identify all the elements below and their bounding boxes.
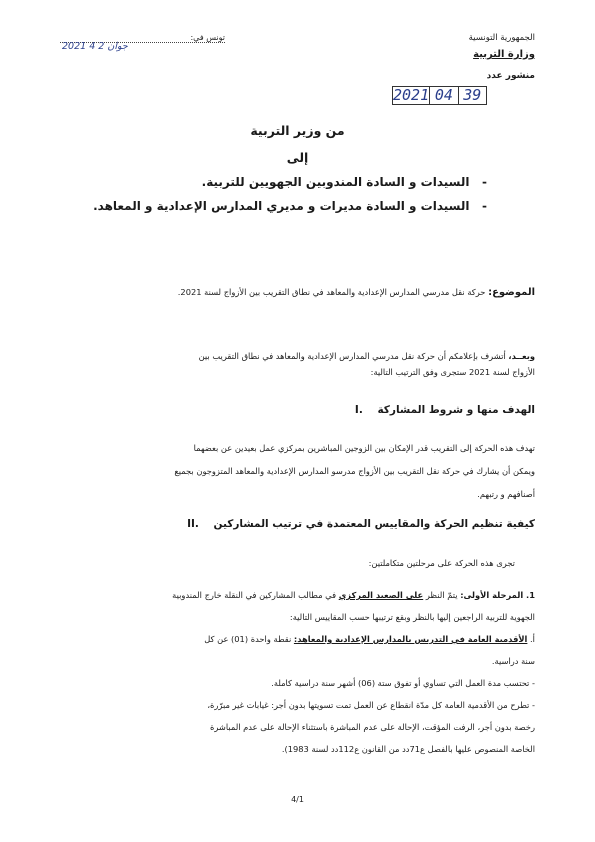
- republic-label: الجمهورية التونسية: [468, 33, 535, 43]
- to-label: إلى: [286, 150, 309, 165]
- section-1-line: ويمكن أن يشارك في حركة نقل التقريب بين الأزواج مدرسو المدارس الإعدادية والمعاهد المتزوجون بجميع: [174, 466, 535, 476]
- circular-seq: 39: [458, 87, 486, 104]
- ministry-label: وزارة التربية: [473, 49, 535, 60]
- page-number: 4/1: [291, 795, 304, 804]
- stage-1-line-1: 1. المرحلة الأولى: يتمّ النظر على الصعيد المركزي في مطالب المشاركين في النقلة خارج المندوبية: [172, 590, 535, 600]
- circular-label: منشور عدد: [486, 71, 535, 81]
- stage-1-line-2: الجهوية للتربية الراجعين إليها بالنظر وبقع ترتيبها حسب المقاييس التالية:: [289, 612, 535, 622]
- date-prefix: تونس في:: [190, 33, 225, 42]
- item-a-line-2: سنة دراسية.: [491, 656, 535, 666]
- from-minister: من وزير التربية: [250, 123, 345, 138]
- section-2-intro: تجرى هذه الحركة على مرحلتين متكاملتين:: [368, 558, 515, 568]
- intro-line-2: الأزواج لسنة 2021 ستجرى وفق الترتيب التالية:: [370, 367, 535, 377]
- addressee-1: - السيدات و السادة المندوبين الجهويين للتربية.: [201, 175, 487, 189]
- section-1-line: أصنافهم و رتبهم.: [477, 489, 535, 499]
- date-handwritten: 2021 جوان 2 4: [62, 41, 128, 52]
- subject-label: الموضوع:: [488, 287, 535, 298]
- circular-year: 2021: [393, 86, 430, 104]
- subject-text: حركة نقل مدرسي المدارس الإعدادية والمعاهد في نطاق التقريب بين الأزواج لسنة 2021.: [177, 287, 486, 297]
- intro-line-1: وبعــد، أتشرف بإعلامكم أن حركة نقل مدرسي المدارس الإعدادية والمعاهد في نطاق التقريب بين: [198, 351, 535, 361]
- bullet-line: الخاصة المنصوص عليها بالفصل ع71دد من القانون ع112دد لسنة 1983).: [281, 744, 535, 754]
- bullet-line: - تحتسب مدة العمل التي تساوي أو تفوق ستة (06) أشهر سنة دراسية كاملة.: [271, 678, 535, 688]
- bullet-line: رخصة بدون أجر، الرفت المؤقت، الإحالة على عدم المباشرة باستثناء الإحالة على عدم المباشرة: [209, 722, 535, 732]
- addressee-2: - السيدات و السادة مديرات و مديري المدارس الإعدادية و المعاهد.: [93, 199, 487, 213]
- item-a-line-1: أ. الأقدمية العامة في التدريس بالمدارس الإعدادية والمعاهد: نقطة واحدة (01) عن كل: [204, 634, 535, 644]
- subject-line: [55, 286, 535, 299]
- section-1-line: تهدف هذه الحركة إلى التقريب قدر الإمكان بين الزوجين المباشرين بمركزي عمل بعيدين عن بعضهما: [193, 443, 535, 453]
- bullet-line: - تطرح من الأقدمية العامة كل مدّة انقطاع عن العمل تمت تسويتها بدون أجر: غيابات غير مبرّرة،: [207, 700, 535, 710]
- circular-number-box: [392, 86, 487, 105]
- section-2-heading: II. كيفية تنظيم الحركة والمقاييس المعتمدة في ترتيب المشاركين: [187, 518, 535, 530]
- circular-month: 04: [429, 87, 457, 104]
- section-1-heading: I. الهدف منها و شروط المشاركة: [354, 404, 535, 416]
